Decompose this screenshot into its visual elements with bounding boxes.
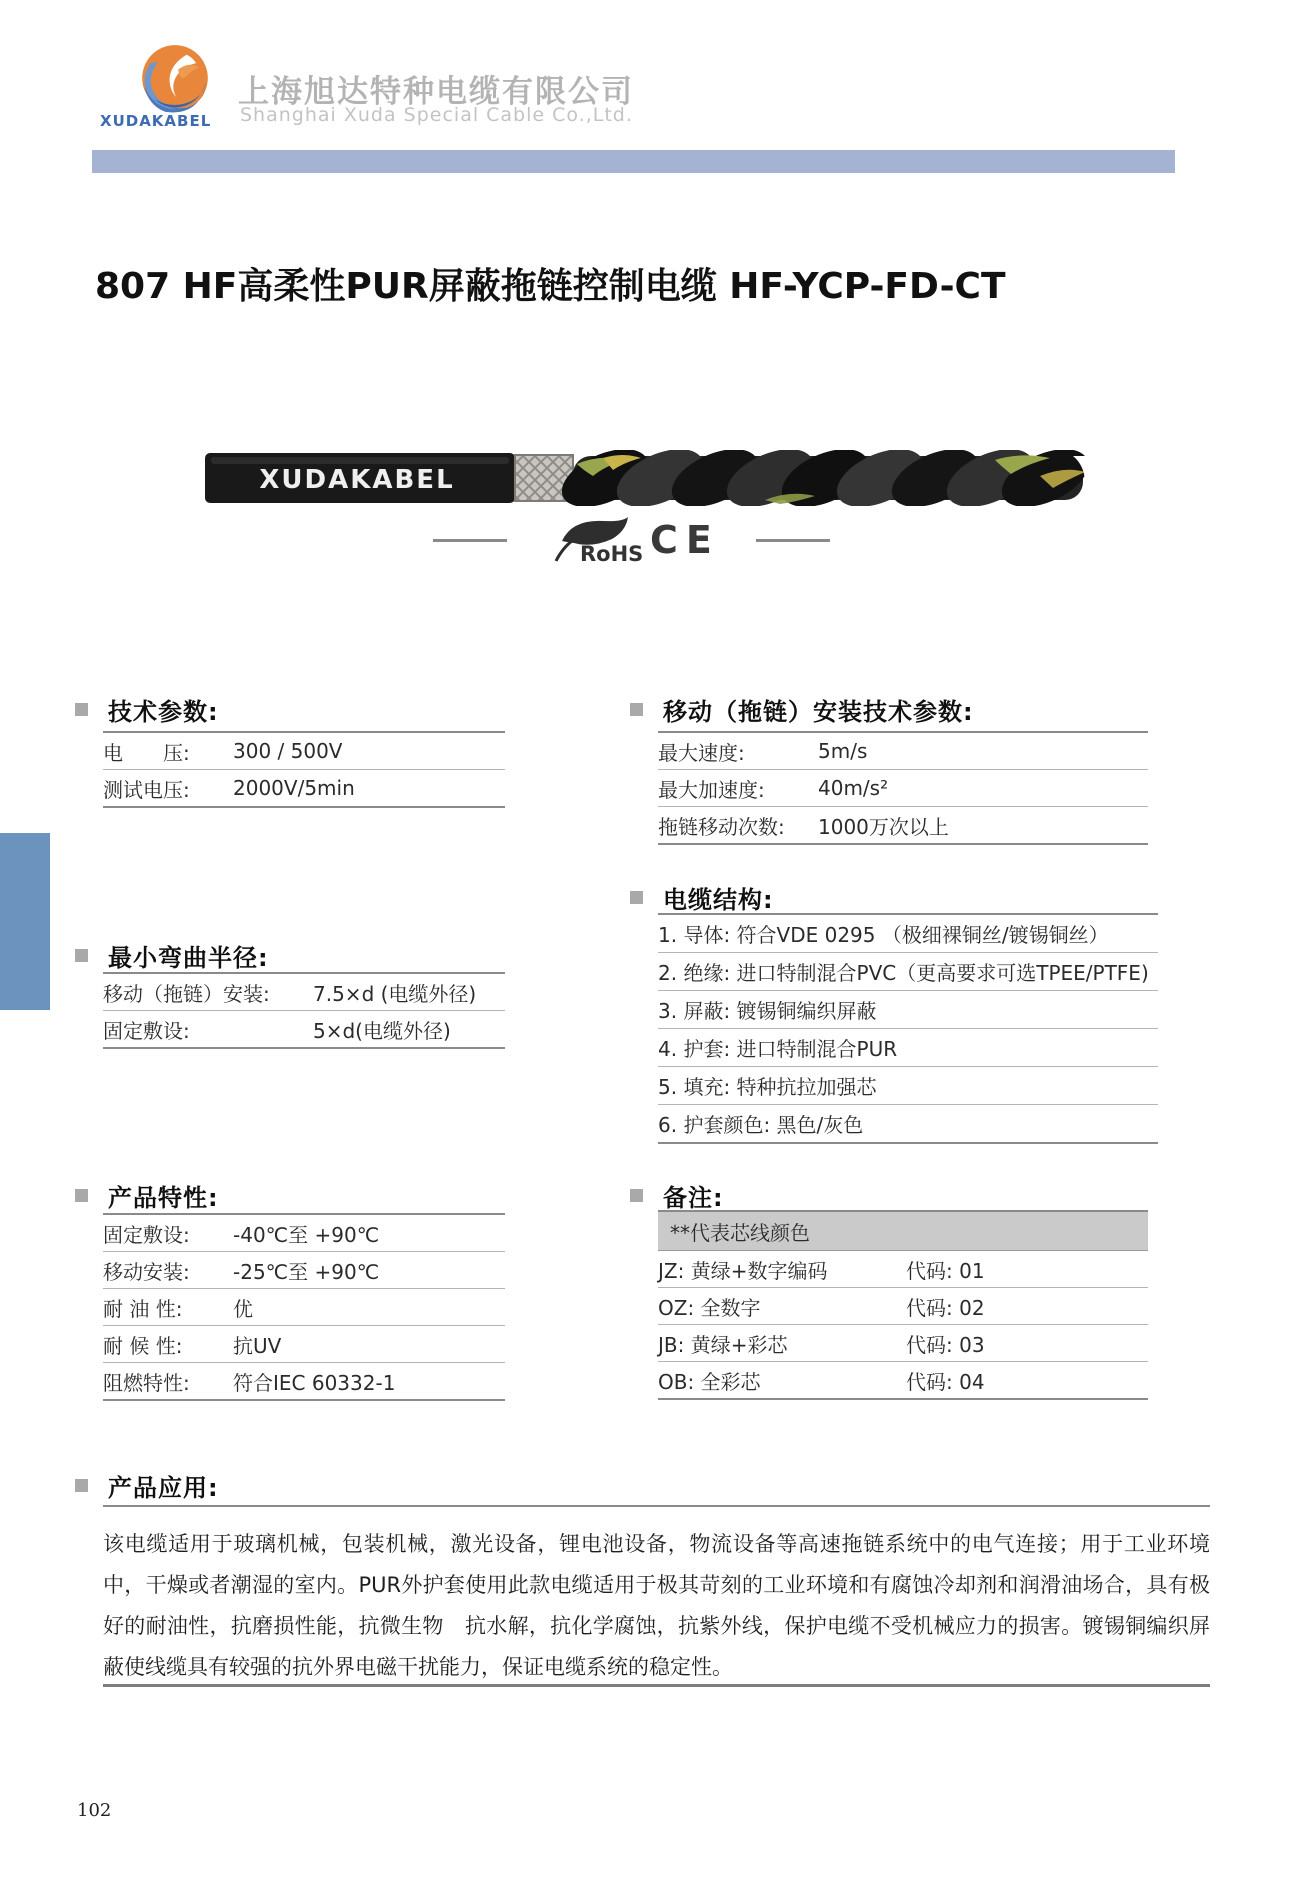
row-value: 5m/s xyxy=(818,739,868,763)
section-title: 技术参数: xyxy=(108,698,219,726)
remarks-note-header: **代表芯线颜色 xyxy=(658,1212,1148,1251)
tech-params-table xyxy=(103,731,505,808)
section-bullet-icon xyxy=(75,949,88,962)
section-title: 产品特性: xyxy=(108,1184,219,1212)
logo-wordmark: XUDAKABEL xyxy=(100,112,212,130)
row-label: 测试电压: xyxy=(103,777,190,802)
properties-table xyxy=(103,1213,505,1401)
section-bullet-icon xyxy=(75,1479,88,1492)
section-bullet-icon xyxy=(75,703,88,716)
row-code: 代码: 03 xyxy=(906,1332,985,1357)
row-label: OZ: 全数字 xyxy=(658,1295,761,1320)
page-title: 807 HF高柔性PUR屏蔽拖链控制电缆 HF-YCP-FD-CT xyxy=(95,266,1006,307)
section-title: 产品应用: xyxy=(108,1474,219,1502)
logo-globe-icon xyxy=(140,42,210,114)
remarks-table xyxy=(658,1210,1148,1400)
section-properties-heading xyxy=(75,1178,219,1213)
section-install-params-heading xyxy=(630,692,974,727)
section-bend-radius-heading xyxy=(75,938,269,973)
table-row xyxy=(103,1252,505,1289)
table-row xyxy=(658,1362,1148,1398)
side-index-tab xyxy=(0,833,50,1010)
row-value: 300 / 500V xyxy=(233,739,343,763)
row-label: JB: 黄绿+彩芯 xyxy=(658,1332,788,1357)
cable-print-text: XUDAKABEL xyxy=(259,465,455,495)
row-code: 代码: 01 xyxy=(906,1258,985,1283)
company-name-cn: 上海旭达特种电缆有限公司 xyxy=(238,74,634,110)
table-row xyxy=(658,1288,1148,1325)
row-value: 40m/s² xyxy=(818,776,889,800)
section-title: 电缆结构: xyxy=(663,886,774,914)
page-number: 102 xyxy=(77,1800,112,1821)
row-label: 阻燃特性: xyxy=(103,1370,190,1395)
row-code: 代码: 04 xyxy=(906,1369,985,1394)
section-title: 移动（拖链）安装技术参数: xyxy=(663,698,974,726)
row-value: 符合IEC 60332-1 xyxy=(233,1370,396,1395)
table-row xyxy=(103,1289,505,1326)
table-row xyxy=(658,733,1148,770)
row-value: -40℃至 +90℃ xyxy=(233,1222,380,1247)
table-row xyxy=(103,1011,505,1047)
row-value: 1000万次以上 xyxy=(818,814,949,839)
list-item: 5. 填充: 特种抗拉加强芯 xyxy=(658,1067,1158,1105)
application-text: 该电缆适用于玻璃机械，包装机械，激光设备，锂电池设备，物流设备等高速拖链系统中的电气连接；用于工业环境中，干燥或者潮湿的室内。PUR外护套使用此款电缆适用于极其苛刻的工业环境和有腐蚀冷却剂和润滑油场合，具有极好的耐油性，抗磨损性能，抗微生物 抗水解，抗化学腐蚀，抗紫外线，保护电缆不受机械应力的损害。镀锡铜编织屏蔽使线缆具有较强的抗外界电磁干扰能力，保证电缆系统的稳定性。 xyxy=(103,1532,1210,1679)
row-value: 优 xyxy=(233,1296,253,1321)
row-label: 最大速度: xyxy=(658,740,745,765)
company-name-en: Shanghai Xuda Special Cable Co.,Ltd. xyxy=(240,104,633,126)
row-code: 代码: 02 xyxy=(906,1295,985,1320)
section-structure-heading xyxy=(630,880,774,915)
divider-dash-left xyxy=(433,539,507,542)
row-label: 拖链移动次数: xyxy=(658,814,785,839)
table-row xyxy=(103,1326,505,1363)
table-row xyxy=(103,733,505,770)
row-label: 固定敷设: xyxy=(103,1222,190,1247)
row-value: 抗UV xyxy=(233,1333,282,1358)
bend-radius-table xyxy=(103,972,505,1049)
table-row xyxy=(103,1215,505,1252)
row-value: 7.5×d (电缆外径) xyxy=(313,981,477,1006)
row-label: 移动安装: xyxy=(103,1259,190,1284)
rohs-label: RoHS xyxy=(580,542,644,565)
cable-product-image xyxy=(205,450,1090,506)
table-row xyxy=(103,974,505,1011)
cable-illustration-icon xyxy=(205,450,1090,506)
section-bullet-icon xyxy=(630,891,643,904)
row-label: 最大加速度: xyxy=(658,777,765,802)
row-value: 5×d(电缆外径) xyxy=(313,1018,451,1043)
section-bullet-icon xyxy=(630,703,643,716)
row-value: 2000V/5min xyxy=(233,776,355,800)
list-item: 6. 护套颜色: 黑色/灰色 xyxy=(658,1113,864,1137)
application-top-rule xyxy=(103,1505,1210,1507)
ce-mark: CE xyxy=(650,518,720,562)
section-remarks-heading xyxy=(630,1178,724,1213)
table-row xyxy=(658,770,1148,807)
install-params-table xyxy=(658,731,1148,845)
divider-dash-right xyxy=(756,539,830,542)
row-label: 耐 候 性: xyxy=(103,1333,183,1358)
section-application-heading xyxy=(75,1468,219,1503)
table-row xyxy=(658,1325,1148,1362)
row-label: 移动（拖链）安装: xyxy=(103,981,270,1006)
list-item: 3. 屏蔽: 镀锡铜编织屏蔽 xyxy=(658,991,1158,1029)
table-row xyxy=(658,807,1148,843)
row-value: -25℃至 +90℃ xyxy=(233,1259,380,1284)
rohs-leaf-icon xyxy=(552,515,644,565)
section-bullet-icon xyxy=(75,1189,88,1202)
row-label: 耐 油 性: xyxy=(103,1296,183,1321)
section-title: 备注: xyxy=(663,1184,724,1212)
table-row xyxy=(103,770,505,806)
table-row xyxy=(103,1363,505,1399)
row-label: 固定敷设: xyxy=(103,1018,190,1043)
row-label: OB: 全彩芯 xyxy=(658,1369,761,1394)
section-title: 最小弯曲半径: xyxy=(108,944,269,972)
application-bottom-rule xyxy=(103,1684,1210,1687)
row-label: JZ: 黄绿+数字编码 xyxy=(658,1258,828,1283)
rohs-mark xyxy=(552,515,644,565)
header-accent-bar xyxy=(92,150,1175,173)
row-label: 电 压: xyxy=(103,740,190,765)
section-bullet-icon xyxy=(630,1189,643,1202)
list-item: 2. 绝缘: 进口特制混合PVC（更高要求可选TPEE/PTFE) xyxy=(658,953,1158,991)
company-logo xyxy=(140,42,210,114)
table-row xyxy=(658,1251,1148,1288)
structure-list xyxy=(658,913,1158,1144)
section-tech-params-heading xyxy=(75,692,219,727)
list-item: 4. 护套: 进口特制混合PUR xyxy=(658,1029,1158,1067)
list-item: 1. 导体: 符合VDE 0295 （极细裸铜丝/镀锡铜丝） xyxy=(658,915,1158,953)
